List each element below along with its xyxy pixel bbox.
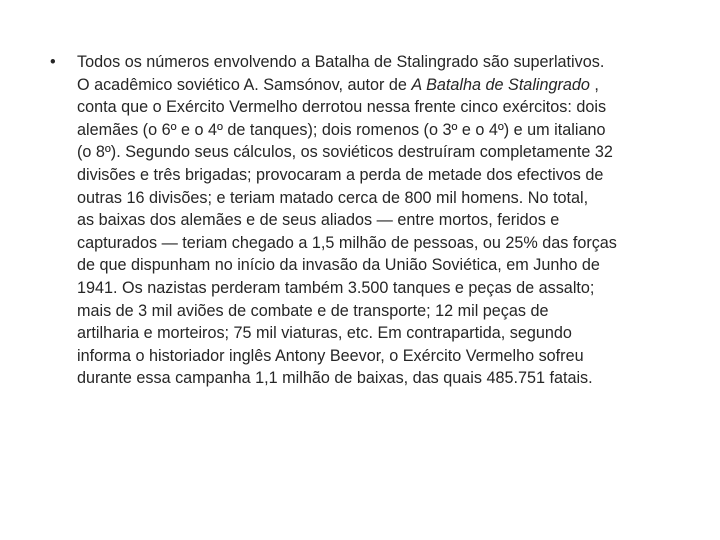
- text-line: Todos os números envolvendo a Batalha de Stalingrado são superlativos.: [77, 53, 605, 71]
- bullet-marker: •: [50, 53, 56, 71]
- bullet-list: [50, 51, 690, 390]
- text-line: artilharia e morteiros; 75 mil viaturas, etc. Em contrapartida, segundo: [77, 324, 572, 343]
- text-line: 1941. Os nazistas perderam também 3.500 tanques e peças de assalto;: [77, 278, 595, 297]
- text-line: O acadêmico soviético A. Samsónov, autor de A Batalha de Stalingrado ,: [77, 75, 599, 94]
- text-line: durante essa campanha 1,1 milhão de baixas, das quais 485.751 fatais.: [77, 369, 593, 388]
- text-line: de que dispunham no início da invasão da União Soviética, em Junho de: [77, 256, 600, 275]
- text-line: outras 16 divisões; e teriam matado cerca de 800 mil homens. No total,: [77, 188, 589, 207]
- text-line: mais de 3 mil aviões de combate e de transporte; 12 mil peças de: [77, 301, 549, 320]
- text-line: as baixas dos alemães e de seus aliados — entre mortos, feridos e: [77, 211, 560, 230]
- text-line: divisões e três brigadas; provocaram a perda de metade dos efectivos de: [77, 165, 604, 184]
- book-title: A Batalha de Stalingrado: [411, 75, 590, 94]
- text-line: capturados — teriam chegado a 1,5 milhão de pessoas, ou 25% das forças: [77, 233, 617, 252]
- bullet-text: [77, 51, 690, 390]
- text-line: (o 8º). Segundo seus cálculos, os soviéticos destruíram completamente 32: [77, 143, 613, 162]
- text-line: conta que o Exército Vermelho derrotou nessa frente cinco exércitos: dois: [77, 98, 607, 117]
- text-line: alemães (o 6º e o 4º de tanques); dois romenos (o 3º e o 4º) e um italiano: [77, 120, 606, 139]
- text-line: informa o historiador inglês Antony Beevor, o Exército Vermelho sofreu: [77, 346, 584, 365]
- bullet-item: [50, 51, 690, 390]
